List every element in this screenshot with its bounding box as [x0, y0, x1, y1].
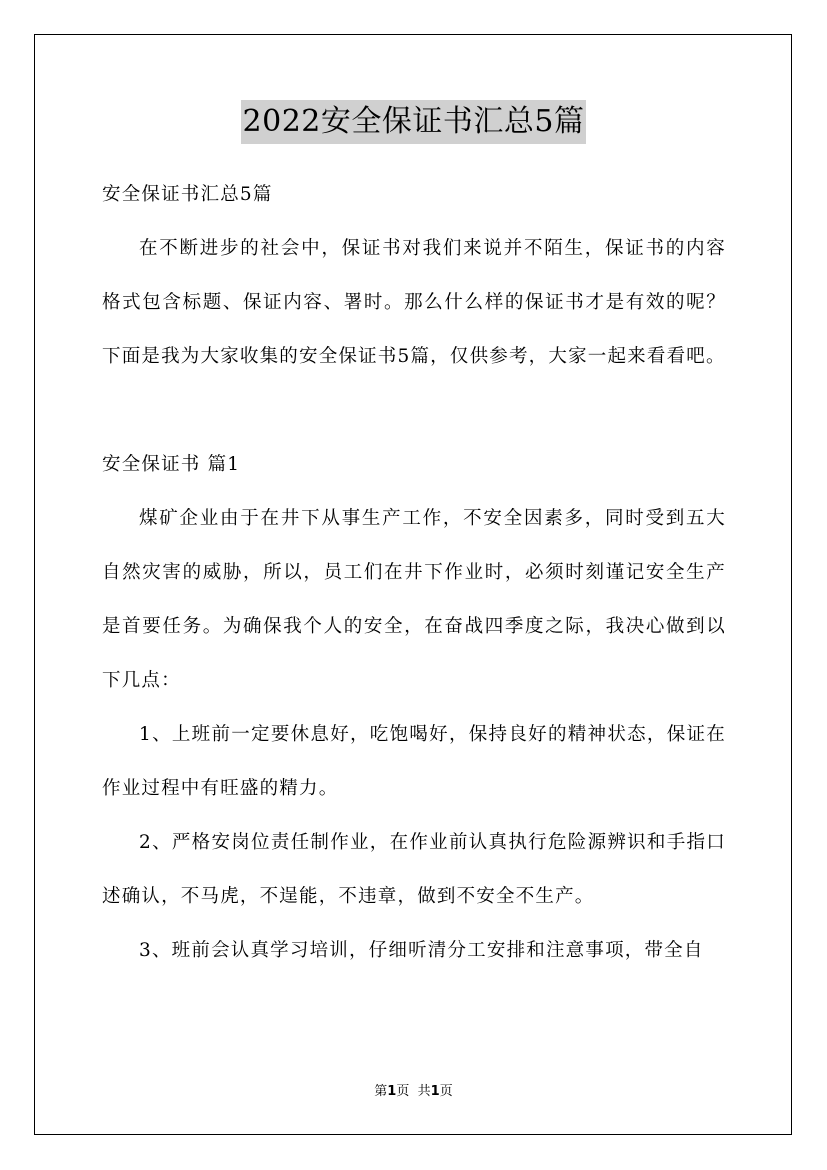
- intro-paragraph: 在不断进步的社会中，保证书对我们来说并不陌生，保证书的内容格式包含标题、保证内容、署时。那么什么样的保证书才是有效的呢？下面是我为大家收集的安全保证书5篇，仅供参考，大家一起来看看吧。: [102, 238, 726, 367]
- page-footer: [0, 1082, 827, 1102]
- total-label-suffix: 页: [439, 1084, 453, 1099]
- page-label-suffix: 页: [396, 1084, 410, 1099]
- page-label-prefix: 第: [374, 1084, 388, 1099]
- document-title: 2022安全保证书汇总5篇: [241, 100, 587, 144]
- page-current: 1: [387, 1084, 397, 1099]
- body-paragraph: 1、上班前一定要休息好，吃饱喝好，保持良好的精神状态，保证在作业过程中有旺盛的精力。: [102, 724, 726, 799]
- body-paragraph: 3、班前会认真学习培训，仔细听清分工安排和注意事项，带全自: [139, 940, 704, 961]
- total-label-prefix: 共: [417, 1084, 431, 1099]
- document-body: [102, 168, 726, 978]
- section-heading: 安全保证书 篇1: [102, 454, 241, 475]
- document-subtitle: 安全保证书汇总5篇: [102, 184, 273, 205]
- body-paragraph: 煤矿企业由于在井下从事生产工作，不安全因素多，同时受到五大自然灾害的威胁，所以，员工们在井下作业时，必须时刻谨记安全生产是首要任务。为确保我个人的安全，在奋战四季度之际，我决心做到以下几点：: [102, 508, 726, 691]
- title-container: [0, 100, 827, 144]
- page-total: 1: [430, 1084, 440, 1099]
- body-paragraph: 2、严格安岗位责任制作业，在作业前认真执行危险源辨识和手指口述确认，不马虎，不逞能，不违章，做到不安全不生产。: [102, 832, 726, 907]
